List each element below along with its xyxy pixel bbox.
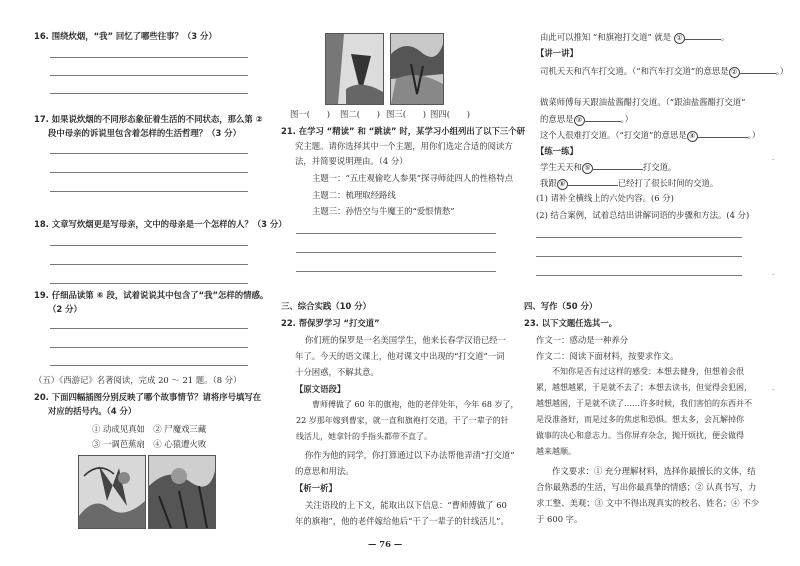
answer-line[interactable] (50, 191, 248, 192)
figure-caption-1: 图一( ) (290, 109, 331, 119)
answer-line[interactable] (50, 365, 248, 366)
paragraph-line: 十分困惑，不解其意。 (295, 367, 379, 377)
blank-marker: ④ (687, 131, 698, 142)
fill-blank-1[interactable] (685, 30, 721, 40)
original-text-heading: 【原文语段】 (295, 384, 346, 394)
option-list-2: ③ 一调芭蕉扇 ④ 心猿遭火败 (92, 439, 207, 449)
question-17-line1: 17. 如果说炊烟的不同形态象征着生活的不同状态，那么第 ② (34, 114, 263, 124)
answer-line[interactable] (50, 283, 248, 284)
answer-line[interactable] (296, 252, 496, 253)
illustration-3 (325, 33, 384, 105)
analysis-heading: 【析一析】 (295, 483, 337, 493)
paragraph-line: 你们班的保罗是一名美国学生，他来长春学汉语已经一 (305, 335, 506, 345)
illustration-4 (390, 33, 444, 105)
question-21-line3: 法，并简要说明理由。（4 分） (295, 156, 408, 166)
option-list-1: ① 动成见真如 ② 尸魔戏三藏 (92, 424, 207, 434)
question-18: 18. 文章写炊烟更是写母亲，文中的母亲是一个怎样的人？（3 分） (34, 219, 287, 229)
practice-line: 我跟 ⑥ 已经打了很长时间的交道。 (540, 178, 719, 188)
figure-caption-3: 图三( ) (386, 109, 427, 119)
example-line: 做菜师傅每天跟油盐酱醋打交道。（“跟油盐酱醋打交道” (540, 97, 746, 107)
material-line: 累，越想越累，于是就不去了；本想去读书，但觉得会犯困， (536, 383, 752, 392)
requirement-line: 合你最熟悉的生活，写出你最真挚的情感；② 认真书写，力 (536, 482, 757, 492)
task-2: (2) 结合案例，试着总结出讲解词语的步骤和方法。(4 分) (536, 210, 750, 220)
fill-blank-6[interactable] (568, 176, 618, 186)
task-1: (1) 请补全横线上的六处内容。(6 分) (536, 193, 674, 203)
question-19-line2: （2 分） (48, 304, 82, 314)
answer-line[interactable] (50, 264, 248, 265)
page-number: — 76 — (368, 539, 403, 549)
answer-line[interactable] (536, 237, 742, 238)
explain-heading: 【讲一讲】 (536, 48, 578, 58)
paragraph-line: 你作为他的同学，你打算通过以下办法帮他弄清“打交道” (305, 450, 515, 460)
answer-line[interactable] (50, 153, 248, 154)
fill-blank-2[interactable] (740, 64, 776, 74)
topic-2: 主题二：梳理取经路线 (312, 190, 396, 200)
question-23: 23. 以下文题任选其一。 (524, 318, 618, 328)
section-4-heading: 四、写作（50 分） (524, 301, 598, 311)
paragraph-line: 关注语段的上下文，能取出以下信息：“曹师傅做了 60 (305, 500, 507, 510)
example-line: 的意思是 ③ 。） (540, 114, 634, 124)
paragraph-line: 年的旗袍”，他的老伴嫁给他后“干了一辈子的针线活儿”。 (295, 516, 509, 526)
question-20-line2: 对应的括号内。（4 分） (48, 406, 137, 416)
answer-line[interactable] (50, 75, 248, 76)
paragraph-line: 由此可以推知 “和旗袍打交道” 就是 ① 。 (540, 32, 730, 42)
blank-marker: ② (729, 67, 740, 78)
answer-line[interactable] (296, 233, 496, 234)
illustration-2 (148, 455, 216, 529)
fill-blank-3[interactable] (585, 112, 621, 122)
answer-line[interactable] (536, 256, 742, 257)
answer-line[interactable] (296, 271, 496, 272)
answer-line[interactable] (50, 245, 248, 246)
question-21-line1: 21. 在学习 “精读” 和 “跳读” 时，某学习小组列出了以下三个研 (281, 126, 526, 136)
answer-line[interactable] (50, 57, 248, 58)
requirement-line: 于 600 字。 (536, 514, 583, 524)
answer-line[interactable] (50, 93, 248, 94)
essay-option-1: 作文一：感动是一种养分 (536, 335, 629, 345)
figure-caption-4: 图四( ) (430, 109, 471, 119)
material-line: 越来越顺。 (536, 447, 576, 456)
question-21-line2: 究主题。请你选择其中一个主题，用你们选定合适的阅读方 (295, 141, 513, 151)
section-3-heading: 三、综合实践（10 分） (281, 301, 371, 311)
margin-mark: · (772, 271, 775, 279)
material-line: 做事的决心和意志力。当你屏弃杂念，抛开烦扰，便会做得 (536, 431, 744, 440)
requirement-line: 作文要求：① 充分理解材料，选择你最擅长的文体，结 (552, 466, 756, 476)
answer-line[interactable] (50, 328, 248, 329)
answer-line[interactable] (536, 275, 742, 276)
answer-line[interactable] (50, 347, 248, 348)
requirement-line: 求工整、美观；③ 文中不得出现真实的校名、姓名；④ 不少 (536, 498, 760, 508)
example-line: 司机天天和汽车打交道。（“和汽车打交道”的意思是 ② 。） (540, 66, 789, 76)
question-17-line2: 段中母亲的诉说里包含着怎样的生活哲理？（3 分） (48, 128, 241, 138)
topic-1: 主题一：“五庄观偷吃人参果”探寻师徒四人的性格特点 (312, 173, 514, 183)
question-20-line1: 20. 下面四幅插图分别反映了哪个故事情节？请将序号填写在 (34, 392, 262, 402)
blank-marker: ③ (574, 115, 585, 126)
margin-mark: · (772, 156, 775, 164)
original-text-line: 22 岁那年嫁到曹家，就一直和旗袍打交道，干了一辈子的针 (296, 416, 509, 425)
practice-line: 学生天天和 ⑤ 打交道。 (540, 162, 677, 172)
blank-marker: ① (674, 33, 685, 44)
original-text-line: 曹师傅做了 60 年的旗袍，他的老伴处年，今年 68 岁了， (312, 400, 519, 409)
section-5-heading: （五）《西游记》名著阅读，完成 20 ～ 21 题。（8 分） (34, 375, 242, 385)
blank-marker: ⑤ (582, 163, 593, 174)
topic-3: 主题三：孙悟空与牛魔王的“爱恨情愁” (312, 206, 455, 216)
figure-caption-2: 图二( ) (340, 109, 381, 119)
margin-mark: · (772, 386, 775, 394)
original-text-line: 线活儿，她拿针的手指头都带不直了。 (296, 432, 432, 441)
fill-blank-5[interactable] (593, 160, 643, 170)
material-line: 不知你是否有过这样的感受：本想去健身，但想着会很 (552, 367, 744, 376)
fill-blank-4[interactable] (698, 128, 748, 138)
blank-marker: ⑥ (557, 179, 568, 190)
answer-line[interactable] (50, 172, 248, 173)
practice-heading: 【练一练】 (536, 146, 578, 156)
paragraph-line: 年了。今天的语文课上，他对课文中出现的“打交道”一词 (295, 351, 505, 361)
material-line: 是没准备好，而是过多的焦虑和恐惧。想太多，会瓦解掉你 (536, 415, 744, 424)
illustration-1 (78, 455, 146, 529)
example-line: 这个人很难打交道。（“打交道”的意思是 ④ 。） (540, 130, 761, 140)
paragraph-line: 的意思和用法。 (295, 466, 354, 476)
material-line: 越想越困，于是就不读了……许多时候，我们害怕的东西并不 (536, 399, 752, 408)
essay-option-2: 作文二：阅读下面材料，按要求作文。 (536, 351, 679, 361)
question-22: 22. 帮保罗学习 “打交道” (281, 318, 380, 328)
question-16: 16. 围绕炊烟，“我” 回忆了哪些往事？（3 分） (34, 31, 217, 41)
question-19-line1: 19. 仔细品读第 ⑥ 段，试着说说其中包含了“我”怎样的情感。 (34, 290, 269, 300)
